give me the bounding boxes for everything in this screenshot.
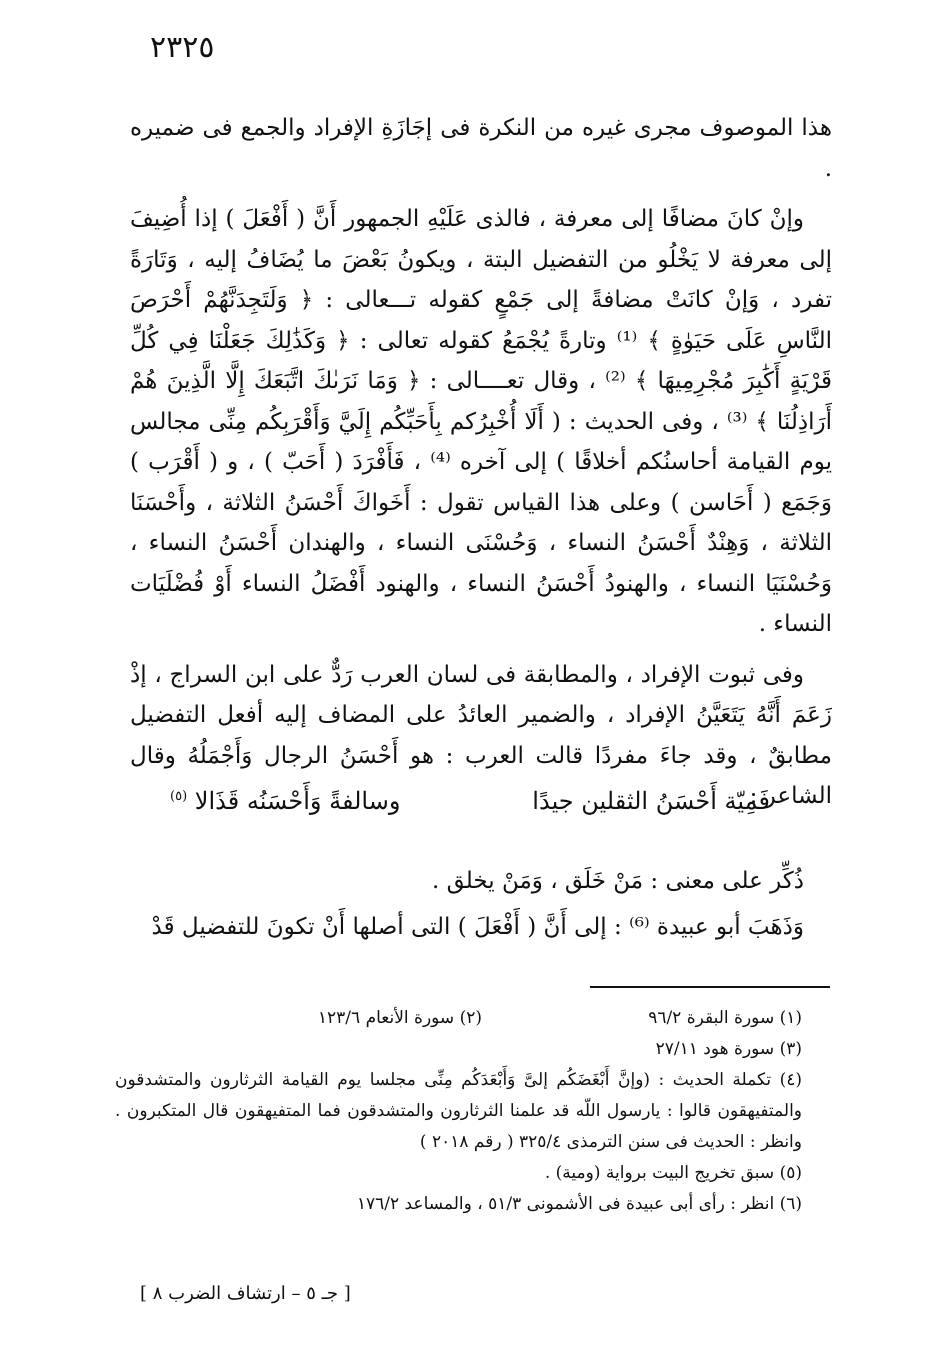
main-text (130, 108, 832, 817)
printer-signature: [ جـ ٥ – ارتشاف الضرب ٨ ] (140, 1283, 351, 1304)
after-verse-line-1: ذُكِّر على معنى : مَنْ خَلَق ، وَمَنْ يخلق . (431, 868, 804, 894)
verse-second-hemistich: وسالفةً وَأَحْسَنُه قَذَالا (194, 787, 401, 815)
after-verse-line-2: وَذَهَبَ أبو عبيدة ⁽⁶⁾ : إلى أَنَّ ( أَفْعَلَ ) التى أصلها أَنْ تكونَ للتفضيل قَدْ (151, 914, 804, 940)
footnote-5: (٥) سبق تخريج البيت برواية (ومية) . (544, 1163, 802, 1183)
poetry-verse (170, 787, 770, 815)
verse-footnote-ref: (٥) (170, 789, 188, 804)
footnote-2: (٢) سورة الأنعام ١٢٣/٦ (317, 1008, 482, 1028)
paragraph-1: هذا الموصوف مجرى غيره من النكرة فى إجَازَةِ الإفراد والجمع فى ضميره . (130, 115, 832, 182)
after-verse-text (130, 858, 832, 950)
footnote-4: (٤) تكملة الحديث : (وإنَّ أَبْغَضَكُم إلىَّ وَأَبْعَدَكُم مِنِّى مجلسا يوم القيامة الثرثارون والمتشدقون والمتفيهقون قالوا : يارسول اللّه قد علمنا الثرثارون والمتشدقون فما المتفيهقون قال المتكبرون . وانظر : الحديث فى سنن الترمذى ٣٢٥/٤ ( رقم ٢٠١٨ ) (115, 1070, 802, 1152)
footnote-6: (٦) انظر : رأى أبى عبيدة فى الأشمونى ٥١/٣ ، والمساعد ١٧٦/٢ (356, 1194, 802, 1214)
verse-second-hemistich-wrap (170, 787, 400, 815)
paragraph-2: وإنْ كانَ مضافًا إلى معرفة ، فالذى عَلَيْهِ الجمهور أَنَّ ( أَفْعَلَ ) إذا أُضِيفَ إلى معرفة لا يَخْلُو من التفضيل البتة ، ويكونُ بَعْضَ ما يُضَافُ إليه ، وَتَارَةً تفرد ، وَإنْ كانَتْ مضافةً إلى جَمْعٍ كقوله تـــعالى : ﴿ وَلَتَجِدَنَّهُمْ أَحْرَصَ النَّاسِ عَلَى حَيَوٰةٍ ﴾ ⁽¹⁾ وتارةً يُجْمَعُ كقوله تعالى : ﴿ وَكَذَٰلِكَ جَعَلْنَا فِي كُلِّ قَرْيَةٍ أَكَٰبِرَ مُجْرِمِيهَا ﴾ ⁽²⁾ ، وقال تعــــالى : ﴿ وَمَا نَرَىٰكَ اتَّبَعَكَ إِلَّا الَّذِينَ هُمْ أَرَاذِلُنَا ﴾ ⁽³⁾ ، وفى الحديث : ( أَلَا أُخْبِرُكم بِأَحَبِّكُم إِلَيَّ وَأَقْرَبِكُم مِنِّى مجالس يوم القيامة أحاسنُكم أخلاقًا ) إلى آخره ⁽⁴⁾ ، فَأَفْرَدَ ( أَحَبّ ) ، و ( أَقْرَب ) وَجَمَع ( أَحَاسن ) وعلى هذا القياس تقول : أَخَواكَ أَحْسَنُ الثلاثة ، وأَحْسَنَا الثلاثة ، وَهِنْدٌ أَحْسَنُ النساء ، وَحُسْنَى النساء ، والهندان أَحْسَنُ النساء ، وَحُسْنَيَا النساء ، والهنودُ أَحْسَنُ النساء ، والهنود أَفْضَلُ النساء أَوْ فُضْلَيَات النساء . (130, 206, 833, 637)
footnote-1: (١) سورة البقرة ٩٦/٢ (648, 1008, 802, 1028)
footnote-3: (٣) سورة هود ٢٧/١١ (655, 1039, 802, 1059)
paragraph-3: وفى ثبوت الإفراد ، والمطابقة فى لسان العرب رَدٌّ على ابن السراج ، إذْ زَعَمَ أَنَّهُ يَتَعَيَّنُ الإفراد ، والضمير العائدُ على المضاف إليه أفعل التفضيل مطابقٌ ، وقد جاءَ مفردًا قالت العرب : هو أَحْسَنُ الرجال وَأَجْمَلُهُ وقال الشاعر : (130, 661, 832, 809)
footnote-row-1 (115, 1003, 837, 1034)
page-number: ٢٣٢٥ (150, 30, 215, 65)
footnote-divider (590, 986, 830, 988)
footnotes (115, 1003, 837, 1220)
verse-first-hemistich: فَمِيّة أَحْسَنُ الثقلين جيدًا (532, 787, 770, 815)
